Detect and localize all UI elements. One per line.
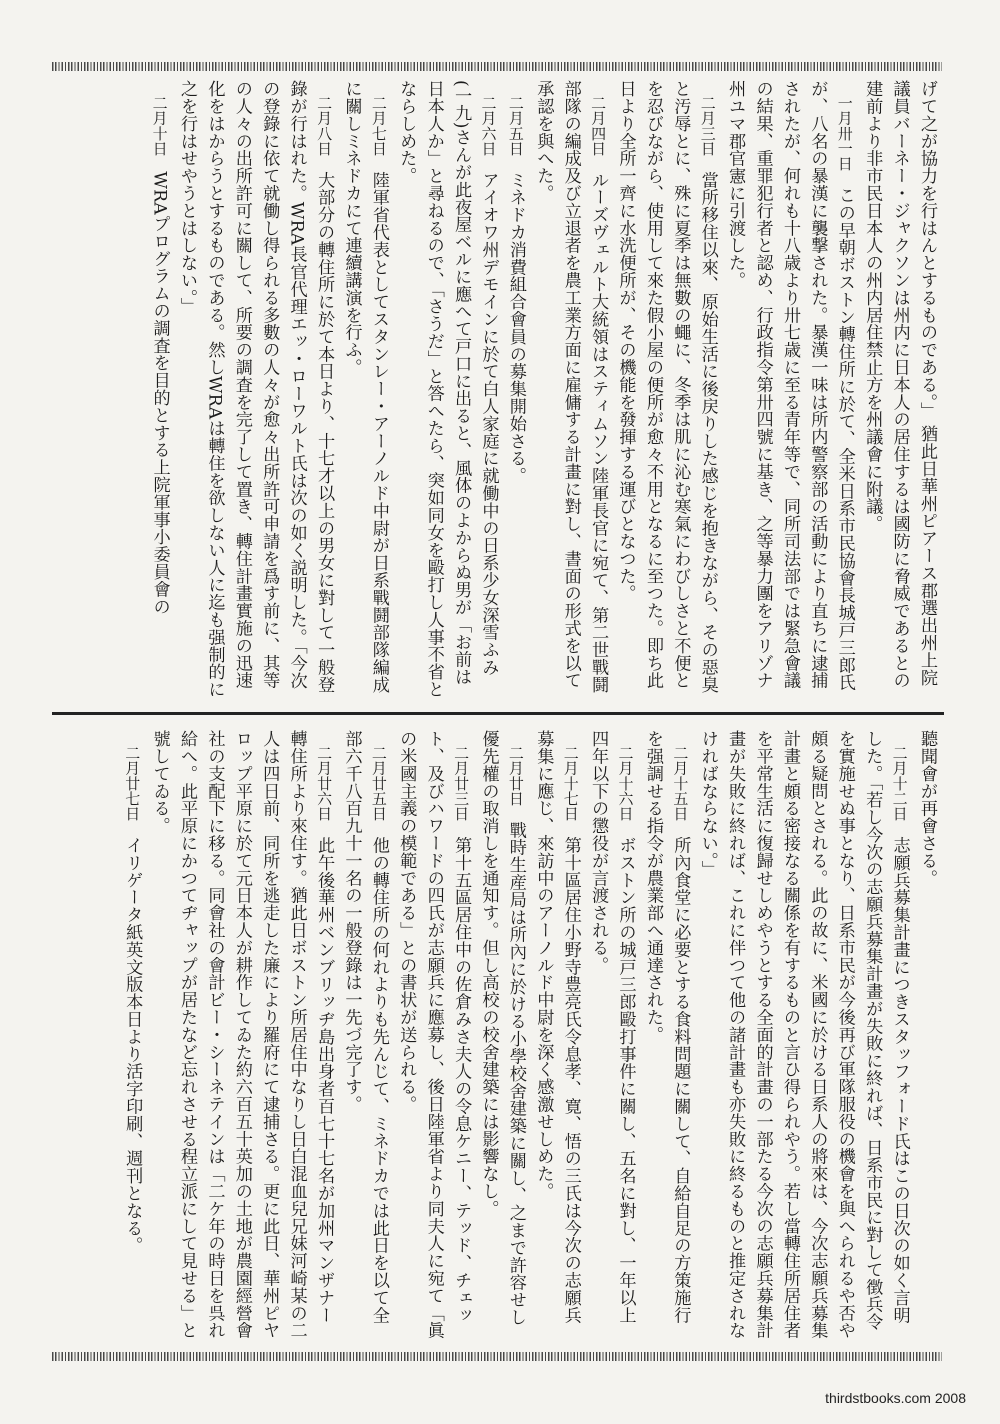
entry-date: 二月廿七日 <box>123 730 142 837</box>
entry-text: この早朝ボストン轉住所に於て、全米日系市民協會長城戸三郎氏が、八名の暴漢に襲撃された。暴漢一味は所内警察部の活動により直ちに逮捕されたが、何れも十八歳より卅七歳に至る青年等で、同所司法部では緊急會議の結果、重罪犯行者と認め、行政指令第卅四號に基き、之等暴力團をアリゾナ州ユマ郡官憲に引渡した。 <box>725 80 855 692</box>
entry-text: 當所移住以來、原始生活に後戻りした感じを抱きながら、その惡臭と汚辱とに、殊に夏季は無數の蠅に、冬季は肌に沁む寒氣にわびしさと不便とを忍びながら、使用して來た假小屋の便所が愈々不用となるに至つた。即ち此日より全所一齊に水洗便所が、その機能を發揮する運びとなつた。 <box>615 80 718 694</box>
entry-text: ルーズヴェルト大統領はスティムソン陸軍長官に宛て、第二世戰鬪部隊の編成及び立退者を農工業方面に雇傭する計畫に對し、書面の形式を以て承認を與へた。 <box>533 80 609 694</box>
chronology-entry <box>611 80 721 700</box>
chronology-entry <box>858 80 940 700</box>
entry-date: 二月六日 <box>479 80 498 172</box>
entry-date: 二月廿六日 <box>315 730 334 837</box>
entry-text: 志願兵募集計畫につきスタッフォード氏はこの日次の如く言明した。「若し今次の志願兵募集計畫が失敗に終れば、日系市民に對して徴兵令を實施せぬ事となり、日系市民が今後再び軍隊服役の機會を與へられるや否や頗る疑問とされる。此の故に、米國に於ける日系人の將來は、今次志願兵募集計畫と頗る密接なる關係を有するものと言ひ得られやう。若し當轉住所居住者を平常生活に復歸せしめやうとする全面的計畫の一部たる今次の志願兵募集計畫が失敗に終れば、これに伴つて他の諸計畫も亦失敗に終るものと推定されなければならない。」 <box>697 730 910 1339</box>
entry-text: ミネドカ消費組合會員の募集開始さる。 <box>505 171 526 485</box>
chronology-entry <box>913 730 940 1340</box>
chronology-entry <box>502 80 529 700</box>
chronology-entry <box>392 730 474 1340</box>
upper-text-block <box>58 80 940 700</box>
lower-text-block <box>58 730 940 1340</box>
entry-text: ボストン所の城戸三郎毆打事件に關し、五名に對し、一年以上四年以下の懲役が言渡される。 <box>588 730 636 1324</box>
chronology-entry <box>173 80 337 700</box>
chronology-entry <box>392 80 502 700</box>
entry-text: WRAプログラムの調査を目的とする上院軍事小委員會の <box>149 171 170 616</box>
entry-text: 他の轉住所の何れよりも先んじて、ミネドカでは此日を以て全部六千八百九十一名の一般登錄は一先づ完了す。 <box>341 730 389 1324</box>
watermark: thirdstbooks.com 2008 <box>825 1390 966 1406</box>
entry-date: 二月廿三日 <box>452 730 471 837</box>
entry-text: 陸軍省代表としてスタンレー・アーノルド中尉が日系戰鬪部隊編成に關しミネドカにて連續講演を行ふ。 <box>341 80 389 694</box>
entry-date: 二月廿日 <box>506 730 525 822</box>
entry-date: 一月卅一日 <box>835 80 854 187</box>
section-divider <box>52 712 944 715</box>
entry-text: イリゲータ紙英文版本日より活字印刷、週刊となる。 <box>122 836 143 1255</box>
entry-date: 二月五日 <box>506 80 525 172</box>
entry-text: 此午後華州ベンブリッヂ島出身者百七十七名が加州マンザナー轉住所より來住す。猶此日ボストン所居住中なりし日白混血兒兄妹河崎某の二人は四日前、同所を逃走した廉により羅府にて逮捕さる。更に此日、華州ピヤロップ平原に於て元日本人が耕作してゐた約六百五十英加の土地が農園經營會社の支配下に移る。同會社の會計ビー・シーネテインは「二ケ年の時日を呉れ給へ。此平原にかつてヂャップが居たなど忘れさせる程立派にして見せる」と號してゐる。 <box>149 730 335 1339</box>
chronology-entry <box>145 80 172 700</box>
entry-date: 二月四日 <box>589 80 608 172</box>
chronology-entry <box>474 730 529 1340</box>
entry-date: 二月十七日 <box>561 730 580 837</box>
entry-text: 第十區居住小野寺豊亮氏令息孝、寛、悟の三氏は今次の志願兵募集に應じ、來訪中のアーノルド中尉を深く感激せしめた。 <box>533 730 581 1324</box>
chronology-entry <box>529 80 611 700</box>
entry-text: アイオワ州デモインに於て白人家庭に就働中の日系少女深雪ふみ(一九)さんが此夜屋ベルに應へて戸口に出ると、風体のよからぬ男が「お前は日本人か」と尋ねるので、「さうだ」と答へたら、突如同女を毆打し人事不省とならしめた。 <box>396 80 499 698</box>
entry-date: 二月廿五日 <box>369 730 388 837</box>
entry-text: 聽聞會が再會さる。 <box>917 730 937 887</box>
entry-text: 所內食堂に必要とする食料問題に關して、自給自足の方策施行を强調せる指令が農業部へ通達された。 <box>642 730 691 1324</box>
entry-date: 二月七日 <box>369 80 388 172</box>
entry-date: 二月八日 <box>315 80 334 172</box>
top-decorative-border <box>52 62 942 71</box>
chronology-entry <box>529 730 584 1340</box>
chronology-entry <box>639 730 694 1340</box>
chronology-entry <box>584 730 639 1340</box>
entry-text: 第十五區居住中の佐倉みさ夫人の令息ケニー、テッド、チェット、及びハワードの四氏が志願兵に應募し、後日陸軍省より同夫人に宛て「眞の米國主義の模範である」との書状が送られる。 <box>396 730 472 1339</box>
entry-text: 戰時生産局は所內に於ける小學校舍建築に關し、之まで許容せし優先權の取消しを通知す。但し高校の校舍建築には影響なし。 <box>478 730 526 1326</box>
chronology-entry <box>337 80 392 700</box>
entry-date: 二月十六日 <box>616 730 635 837</box>
entry-date: 二月十日 <box>150 80 169 172</box>
chronology-entry <box>721 80 858 700</box>
chronology-entry <box>145 730 337 1340</box>
entry-date: 二月三日 <box>698 80 717 172</box>
bottom-decorative-border <box>52 1352 942 1361</box>
entry-text: 大部分の轉住所に於て本日より、十七才以上の男女に對して一般登錄が行はれた。WRA長官代理エッ・ローワルト氏は次の如く説明した。「今次の登錄に依て就働し得られる多數の人々が愈々出所許可申請を爲す前に、其等の人々の出所許可に關して、所要の調査を完了して置き、轉住計畫實施の迅速化をはからうとするものである。然しWRAは轉住を欲しない人に迄も强制的に之を行はせやうとはしない。」 <box>177 80 335 698</box>
entry-date: 二月十五日 <box>671 730 690 837</box>
entry-date: 二月十二日 <box>890 730 909 837</box>
chronology-entry <box>118 730 145 1340</box>
entry-text: げて之が協力を行はんとするものである。」 猶此日華州ピアース郡選出州上院議員バーネー・ジャクソンは州内に日本人の居住するは國防に脅威であるとの建前より非市民日本人の州内居住禁止方を州議會に附議。 <box>862 80 937 689</box>
chronology-entry <box>693 730 912 1340</box>
chronology-entry <box>337 730 392 1340</box>
